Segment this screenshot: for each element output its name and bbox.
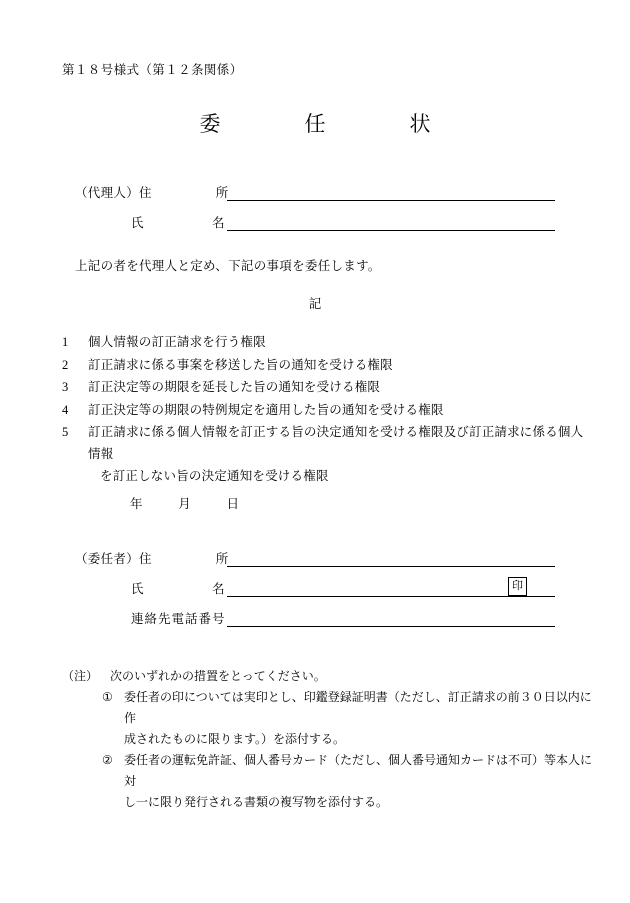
list-item <box>62 355 592 377</box>
list-item <box>62 332 592 354</box>
list-item <box>62 422 592 465</box>
delegated-authority-list <box>62 332 592 488</box>
list-item <box>62 377 592 399</box>
date-month-label: 月 <box>178 497 192 511</box>
entruster-address-input[interactable] <box>227 552 555 567</box>
agent-name-label: 氏 名 <box>131 216 226 230</box>
note-continuation: 成されたものに限ります。）を添付する。 <box>124 732 346 746</box>
note-marker: ② <box>102 753 113 767</box>
note-text: 委任者の運転免許証、個人番号カード（ただし、個人番号通知カードは不可）等本人に対 <box>124 753 593 788</box>
seal-stamp-box: 印 <box>508 577 527 596</box>
entruster-address-row <box>75 549 555 567</box>
ki-marker: 記 <box>308 297 322 311</box>
item-text: 個人情報の訂正請求を行う権限 <box>88 335 266 349</box>
note-text: 委任者の印については実印とし、印鑑登録証明書（ただし、訂正請求の前３０日以内に作 <box>124 690 592 725</box>
entruster-name-input[interactable] <box>227 582 555 597</box>
agent-name-input[interactable] <box>227 216 555 231</box>
note-continuation: し一に限り発行される書類の複写物を添付する。 <box>124 795 389 809</box>
entruster-phone-row <box>75 609 555 627</box>
item-text: 訂正決定等の期限を延長した旨の通知を受ける権限 <box>88 380 381 394</box>
entruster-phone-input[interactable] <box>227 612 555 627</box>
entruster-phone-label: 連絡先電話番号 <box>131 612 226 626</box>
date-line <box>130 494 271 512</box>
delegation-statement: 上記の者を代理人と定め、下記の事項を委任します。 <box>75 259 381 273</box>
date-year-label: 年 <box>130 497 143 511</box>
item-number: 1 <box>62 335 69 349</box>
entruster-address-label: （委任者）住 所 <box>75 552 229 566</box>
agent-section <box>75 183 555 243</box>
agent-address-input[interactable] <box>227 186 555 201</box>
agent-address-row <box>75 183 555 201</box>
item-continuation: を訂正しない旨の決定通知を受ける権限 <box>100 469 329 483</box>
item-number: 5 <box>62 425 69 439</box>
entruster-name-label: 氏 名 <box>131 582 226 596</box>
item-number: 3 <box>62 380 69 394</box>
page-title: 委 任 状 <box>199 112 445 136</box>
item-text: 訂正請求に係る個人情報を訂正する旨の決定通知を受ける権限及び訂正請求に係る個人情報 <box>88 425 584 461</box>
list-item <box>62 400 592 422</box>
entruster-name-row <box>75 579 555 597</box>
agent-address-label: （代理人）住 所 <box>75 186 229 200</box>
agent-name-row <box>75 213 555 231</box>
notes-heading: 次のいずれかの措置をとってください。 <box>110 669 326 683</box>
notes-label: （注） <box>62 669 99 683</box>
item-number: 4 <box>62 402 69 417</box>
note-entry <box>62 687 602 729</box>
note-marker: ① <box>102 690 113 704</box>
entruster-section <box>75 549 555 639</box>
form-number: 第１８号様式（第１２条関係） <box>62 63 243 77</box>
item-text: 訂正請求に係る事案を移送した旨の通知を受ける権限 <box>88 357 393 372</box>
notes-section <box>62 666 602 813</box>
item-number: 2 <box>62 357 69 372</box>
date-day-label: 日 <box>226 497 240 511</box>
item-text: 訂正決定等の期限の特例規定を適用した旨の通知を受ける権限 <box>88 402 444 417</box>
notes-heading-row <box>62 666 602 687</box>
note-entry <box>62 750 602 792</box>
